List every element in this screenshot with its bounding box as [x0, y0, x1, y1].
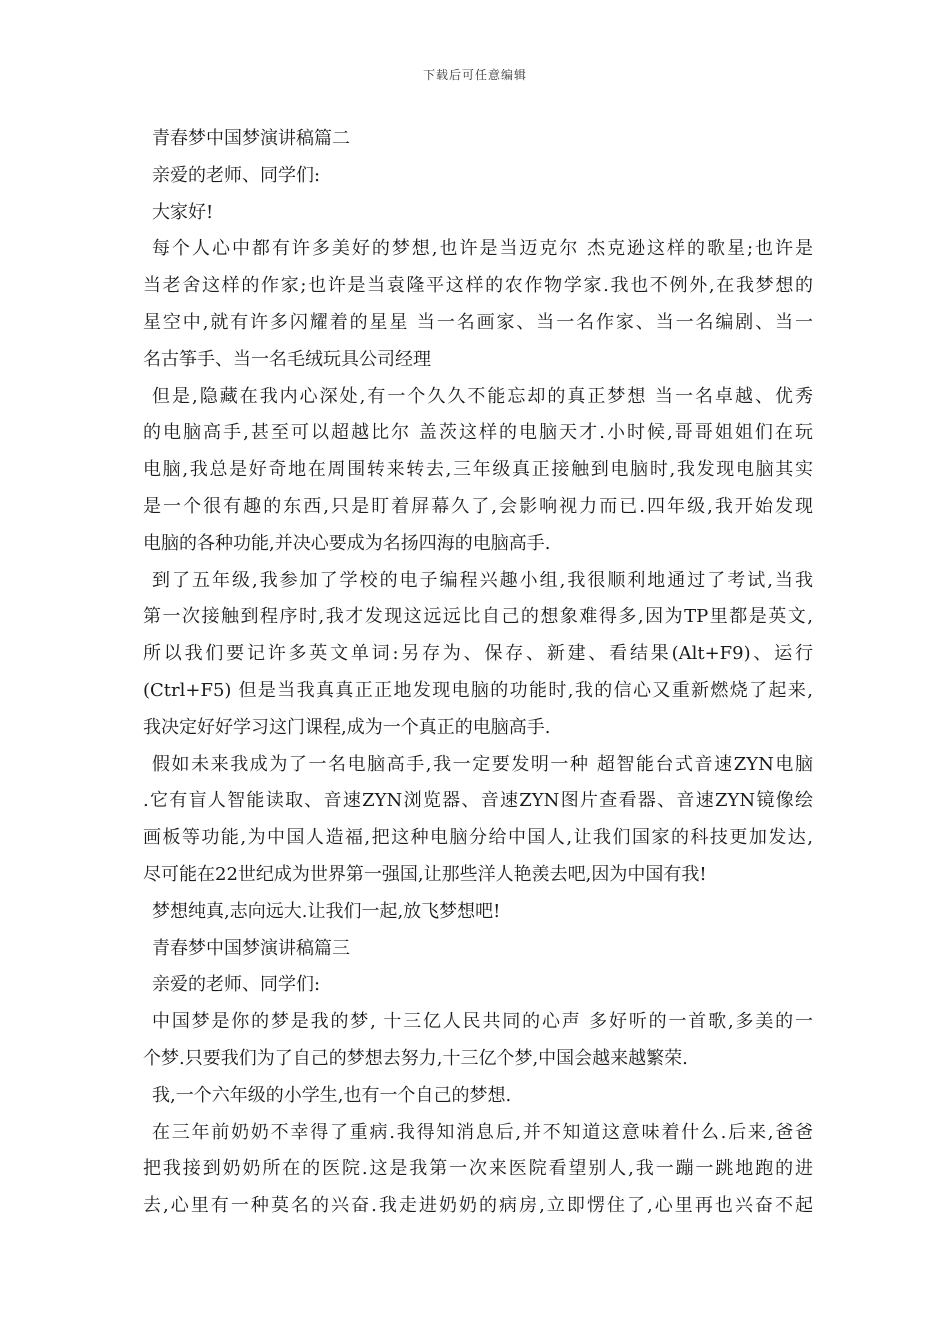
text-line: 青春梦中国梦演讲稿篇二 — [152, 128, 350, 149]
text-line: 当老舍这样的作家;也许是当袁隆平这样的农作物学家.我也不例外,在我梦想的 — [143, 275, 813, 297]
text-line: 在三年前奶奶不幸得了重病.我得知消息后,并不知道这意味着什么.后来,爸爸 — [152, 1121, 813, 1143]
text-line: 去,心里有一种莫名的兴奋.我走进奶奶的病房,立即愣住了,心里再也兴奋不起 — [143, 1195, 813, 1217]
text-line: 所以我们要记许多英文单词:另存为、保存、新建、看结果(Alt+F9)、运行 — [143, 643, 813, 665]
text-line: 大家好! — [152, 201, 214, 223]
text-line: 星空中,就有许多闪耀着的星星 当一名画家、当一名作家、当一名编剧、当一 — [143, 311, 813, 333]
text-line: 尽可能在22世纪成为世界第一强国,让那些洋人艳羡去吧,因为中国有我! — [143, 863, 707, 885]
text-line: 我,一个六年级的小学生,也有一个自己的梦想. — [152, 1084, 512, 1106]
text-line: 青春梦中国梦演讲稿篇三 — [152, 937, 350, 959]
text-line: 第一次接触到程序时,我才发现这远远比自己的想象难得多,因为TP里都是英文, — [143, 606, 813, 628]
document-body — [143, 121, 813, 1225]
text-line: 每个人心中都有许多美好的梦想,也许是当迈克尔 杰克逊这样的歌星;也许是 — [152, 238, 813, 260]
text-line: 个梦.只要我们为了自己的梦想去努力,十三亿个梦,中国会越来越繁荣. — [143, 1047, 688, 1069]
text-line: .它有盲人智能读取、音速ZYN浏览器、音速ZYN图片查看器、音速ZYN镜像绘 — [143, 790, 813, 812]
text-line: 中国梦是你的梦是我的梦, 十三亿人民共同的心声 多好听的一首歌,多美的一 — [152, 1011, 813, 1033]
page-header-note: 下载后可任意编辑 — [422, 68, 527, 82]
text-line: 把我接到奶奶所在的医院.这是我第一次来医院看望别人,我一蹦一跳地跑的进 — [143, 1158, 813, 1180]
text-line: 亲爱的老师、同学们: — [152, 164, 321, 186]
text-line: 名古筝手、当一名毛绒玩具公司经理 — [143, 348, 431, 370]
text-line: 我决定好好学习这门课程,成为一个真正的电脑高手. — [143, 716, 551, 738]
text-line: 的电脑高手,甚至可以超越比尔 盖茨这样的电脑天才.小时候,哥哥姐姐们在玩 — [143, 422, 813, 444]
text-line: 到了五年级,我参加了学校的电子编程兴趣小组,我很顺利地通过了考试,当我 — [152, 569, 813, 591]
text-line: 电脑的各种功能,并决心要成为名扬四海的电脑高手. — [143, 532, 551, 554]
text-line: 亲爱的老师、同学们: — [152, 974, 321, 996]
text-line: 画板等功能,为中国人造福,把这种电脑分给中国人,让我们国家的科技更加发达, — [143, 827, 813, 849]
text-line: 梦想纯真,志向远大.让我们一起,放飞梦想吧! — [152, 900, 501, 922]
text-line: (Ctrl+F5) 但是当我真真正正地发现电脑的功能时,我的信心又重新燃烧了起来, — [143, 679, 813, 701]
text-line: 但是,隐藏在我内心深处,有一个久久不能忘却的真正梦想 当一名卓越、优秀 — [152, 385, 813, 407]
text-line: 电脑,我总是好奇地在周围转来转去,三年级真正接触到电脑时,我发现电脑其实 — [143, 459, 813, 481]
text-line: 假如未来我成为了一名电脑高手,我一定要发明一种 超智能台式音速ZYN电脑 — [152, 753, 813, 775]
text-line: 是一个很有趣的东西,只是盯着屏幕久了,会影响视力而已.四年级,我开始发现 — [143, 495, 813, 517]
